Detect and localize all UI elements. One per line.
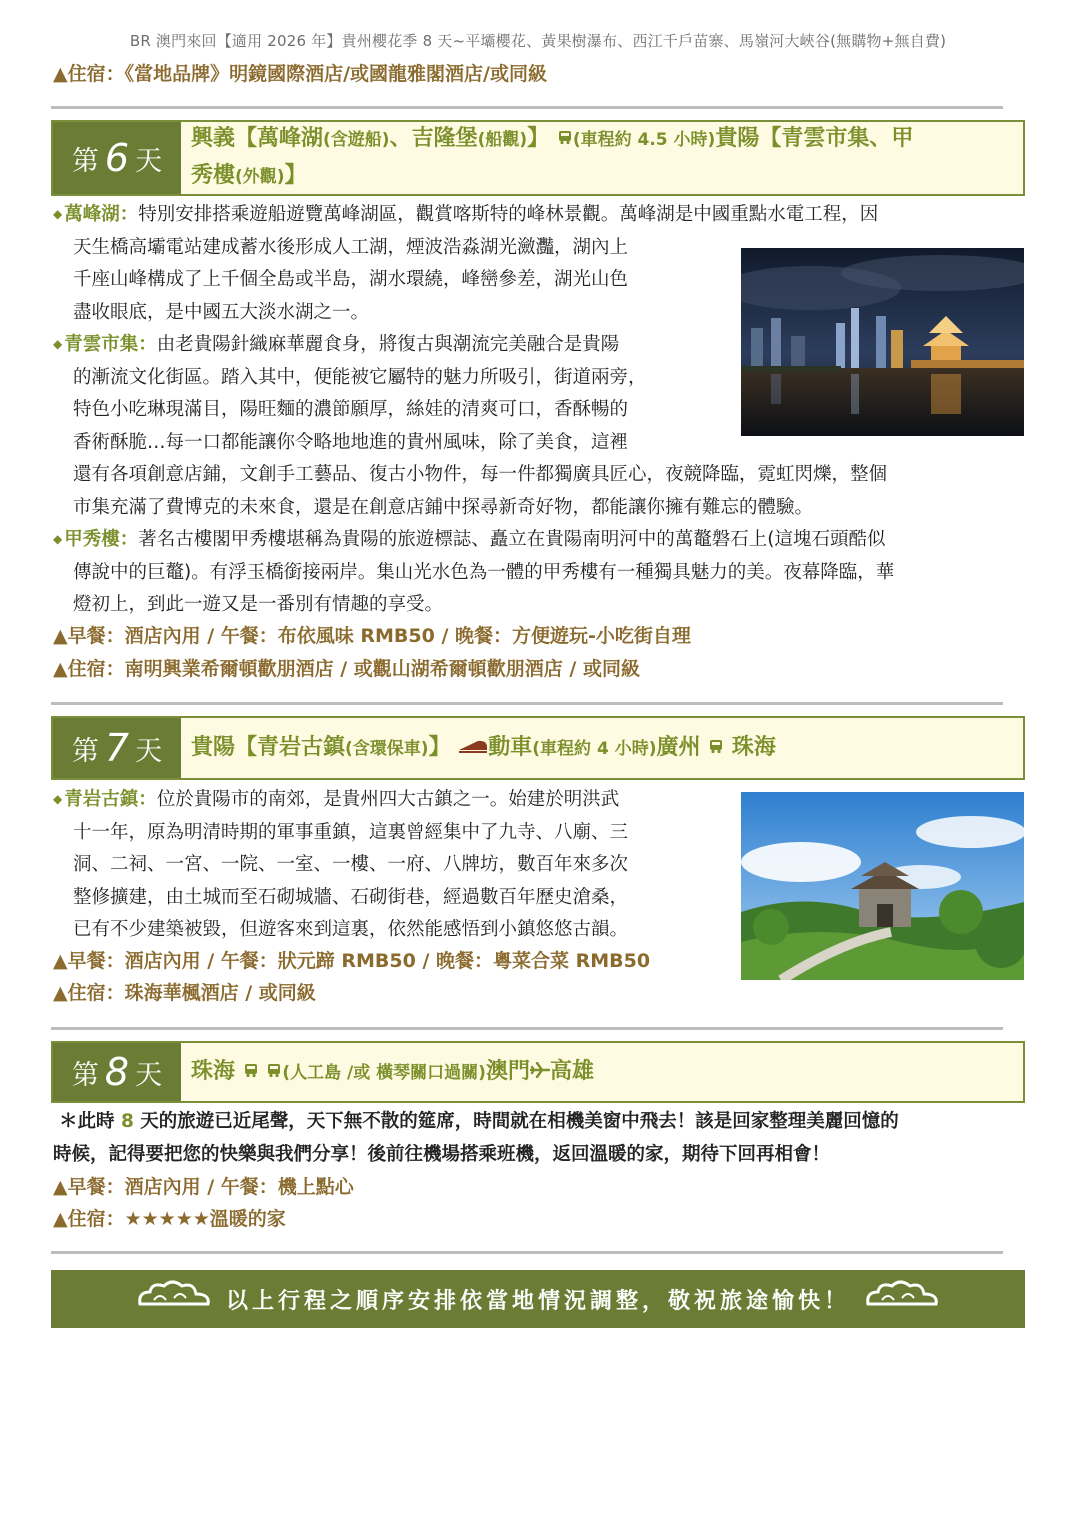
day-6-p3 — [53, 523, 1033, 622]
text-line: 傳說中的巨鼇)。有浮玉橋銜接兩岸。集山光水色為一體的甲秀樓有一種獨具魅力的美。夜幕降臨，華 — [73, 561, 895, 583]
text-line: 盡收眼底，是中國五大淡水湖之一。 — [73, 301, 370, 323]
title-part: 興義【萬峰湖 — [191, 126, 324, 151]
text-line: 天的旅遊已近尾聲，天下無不散的筵席，時間就在相機美窗中飛去！該是回家整理美麗回憶的 — [140, 1111, 899, 1132]
title-part: (含遊船) — [323, 130, 390, 150]
train-icon — [458, 730, 488, 766]
cloud-ornament-icon — [134, 1278, 214, 1320]
day-8-note — [53, 1106, 1033, 1171]
lodging-top: ▲住宿：《當地品牌》明鏡國際酒店/或國龍雅閣酒店/或同級 — [53, 63, 547, 85]
diamond-bullet-icon: ◆ — [53, 337, 63, 351]
day-label-number: 7 — [104, 726, 130, 770]
divider — [51, 1251, 1003, 1254]
title-part: 秀樓 — [191, 163, 236, 188]
cloud-ornament-icon — [862, 1278, 942, 1320]
diamond-bullet-icon: ◆ — [53, 792, 63, 806]
title-part: 珠海 — [731, 734, 776, 760]
footer-text: 以上行程之順序安排依當地情況調整，敬祝旅途愉快！ — [225, 1288, 850, 1314]
title-part: 廣州 — [656, 734, 701, 760]
title-part: (人工島 /或 橫琴關口過關) — [282, 1062, 486, 1083]
text-line: 由老貴陽針織麻華麗食身，將復古與潮流完美融合是貴陽 — [156, 334, 620, 355]
title-part: 珠海 — [191, 1058, 236, 1084]
keyword: 萬峰湖： — [64, 204, 139, 225]
divider — [51, 106, 1003, 109]
text-line: ＊此時 — [59, 1111, 115, 1132]
title-part: 高雄 — [549, 1058, 594, 1084]
note-number: 8 — [120, 1111, 134, 1132]
day-7-header — [51, 716, 1025, 780]
title-part: 、吉隆堡 — [389, 126, 478, 151]
title-part: 澳門 — [485, 1058, 530, 1084]
day-8-title — [191, 1043, 1013, 1101]
title-part: 】 — [284, 163, 307, 188]
day-8-lodging: ▲住宿：★★★★★溫暖的家 — [53, 1208, 286, 1230]
day-6-title — [191, 122, 1013, 194]
keyword: 青雲市集： — [64, 334, 157, 355]
text-line: 著名古樓閣甲秀樓堪稱為貴陽的旅遊標誌、矗立在貴陽南明河中的萬鼇磐石上(這塊石頭酷似 — [138, 529, 886, 550]
divider — [51, 702, 1003, 705]
day-7-title — [191, 718, 1013, 778]
text-line: 燈初上，到此一遊又是一番別有情趣的享受。 — [73, 594, 444, 615]
night-city-photo — [741, 248, 1024, 436]
text-line: 天生橋高壩電站建成蓄水後形成人工湖，煙波浩淼湖光瀲灩，湖內上 — [73, 236, 629, 258]
footer-banner — [51, 1270, 1025, 1328]
bus-icon — [243, 1054, 259, 1090]
plane-icon — [530, 1054, 550, 1090]
diamond-bullet-icon: ◆ — [53, 207, 63, 221]
day-6-label — [53, 122, 181, 194]
text-line: 市集充滿了費博克的未來食，還是在創意店鋪中探尋新奇好物，都能讓你擁有難忘的體驗。 — [73, 496, 814, 518]
text-line: 特別安排搭乘遊船遊覽萬峰湖區，觀賞喀斯特的峰林景觀。萬峰湖是中國重點水電工程，因 — [138, 204, 879, 225]
text-line: 洞、二祠、一宮、一院、一室、一樓、一府、八牌坊，數百年來多次 — [73, 854, 629, 875]
keyword: 青岩古鎮： — [64, 789, 157, 810]
day-8-meals: ▲早餐：酒店內用 / 午餐：機上點心 — [53, 1176, 354, 1198]
bus-icon — [708, 730, 724, 766]
title-part: 貴陽【青雲市集、甲 — [715, 126, 914, 151]
ancient-town-photo — [741, 792, 1024, 980]
diamond-bullet-icon: ◆ — [53, 532, 63, 546]
text-line: 特色小吃琳現滿目，陽旺麵的濃節願厚，絲娃的清爽可口，香酥暢的 — [73, 399, 629, 420]
text-line: 香術酥脆…每一口都能讓你令略地地進的貴州風味，除了美食，這裡 — [73, 431, 629, 453]
text-line: 位於貴陽市的南郊，是貴州四大古鎮之一。始建於明洪武 — [156, 789, 620, 810]
day-label-suffix: 天 — [135, 145, 163, 177]
day-label-suffix: 天 — [135, 735, 163, 767]
day-7-meals: ▲早餐：酒店內用 / 午餐：狀元蹄 RMB50 / 晚餐：粵菜合菜 RMB50 — [53, 950, 651, 972]
title-part: 】 — [527, 126, 550, 151]
day-6-meals: ▲早餐：酒店內用 / 午餐：布依風味 RMB50 / 晚餐：方便遊玩-小吃街自理 — [53, 625, 691, 647]
title-part: (含環保車) — [345, 738, 429, 759]
day-6-header — [51, 120, 1025, 196]
page-header: BR 澳門來回【適用 2026 年】貴州櫻花季 8 天~平壩櫻花、黃果樹瀑布、西江千戶苗寨、馬嶺河大峽谷(無購物+無自費) — [129, 32, 947, 50]
title-part: 】 — [428, 734, 451, 760]
text-line: 整修擴建，由土城而至石砌城牆、石砌街巷，經過數百年歷史滄桑， — [73, 886, 629, 908]
day-8-label — [53, 1043, 181, 1101]
bus-icon — [266, 1054, 282, 1090]
bus-icon — [557, 121, 573, 157]
title-part: (車程約 4 小時) — [532, 738, 657, 759]
day-7-p1 — [53, 783, 733, 947]
day-label-number: 6 — [104, 136, 130, 180]
keyword: 甲秀樓： — [64, 529, 139, 550]
divider — [51, 1027, 1003, 1030]
text-line: 的漸流文化街區。踏入其中，便能被它屬特的魅力所吸引，街道兩旁， — [73, 366, 647, 388]
text-line: 千座山峰構成了上千個全島或半島，湖水環繞，峰巒參差，湖光山色 — [73, 269, 629, 290]
day-7-label — [53, 718, 181, 778]
title-part: (船觀) — [477, 130, 528, 150]
text-line: 還有各項創意店鋪，文創手工藝品、復古小物件，每一件都獨廣具匠心，夜競降臨，霓虹閃爍，整個 — [73, 464, 888, 485]
day-label-number: 8 — [104, 1050, 130, 1094]
day-7-lodging: ▲住宿：珠海華楓酒店 / 或同級 — [53, 982, 316, 1004]
text-line: 已有不少建築被毀，但遊客來到這裏，依然能感悟到小鎮悠悠古韻。 — [73, 919, 629, 940]
day-label-prefix: 第 — [71, 145, 99, 177]
day-6-lodging: ▲住宿：南明興業希爾頓歡朋酒店 / 或觀山湖希爾頓歡朋酒店 / 或同級 — [53, 658, 640, 680]
text-line: 時候，記得要把您的快樂與我們分享！後前往機場搭乘班機，返回溫暖的家，期待下回再相會！ — [53, 1143, 831, 1165]
text-line: 十一年，原為明清時期的軍事重鎮，這裏曾經集中了九寺、八廟、三 — [73, 821, 629, 843]
title-part: 動車 — [488, 734, 533, 760]
day-label-suffix: 天 — [135, 1059, 163, 1091]
day-8-header — [51, 1041, 1025, 1103]
day-label-prefix: 第 — [71, 1059, 99, 1091]
day-label-prefix: 第 — [71, 735, 99, 767]
title-part: (外觀) — [235, 167, 285, 187]
title-part: (車程約 4.5 小時) — [572, 130, 716, 150]
title-part: 貴陽【青岩古鎮 — [191, 734, 346, 760]
